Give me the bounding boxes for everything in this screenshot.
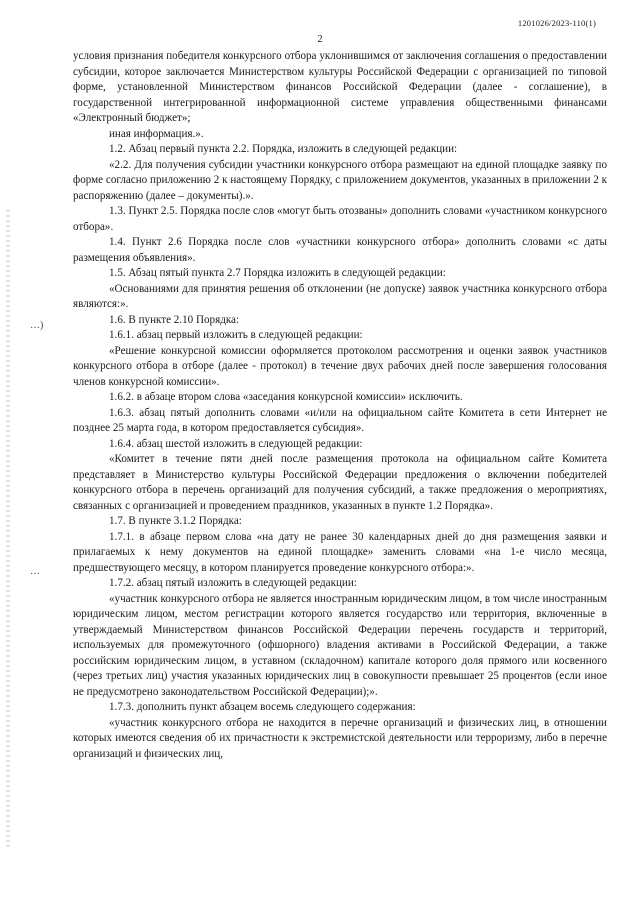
margin-mark: … [30, 566, 40, 577]
paragraph: «Комитет в течение пяти дней после размещения протокола на официальном сайте Комитета представляет в Министерство культуры Российской Федерации предложения о включении победителей конкурсного отбора в перечень организаций для получения субсидий, а также предложения о мероприятиях, связанных с организацией и проведением праздников, указанных в пункте 1.2 Порядка». [73, 453, 607, 512]
paragraph: условия признания победителя конкурсного отбора уклонившимся от заключения соглашения о предоставлении субсидии, которое заключается Министерством культуры Российской Федерации с организацией по типовой форме, установленной Министерством финансов Российской Федерации (далее - соглашение), в государственной интегрированной информационной системе управления общественными финансами «Электронный бюджет»; [73, 50, 607, 124]
paragraph: 1.5. Абзац пятый пункта 2.7 Порядка изложить в следующей редакции: [109, 267, 446, 279]
margin-mark: …) [30, 320, 44, 331]
paragraph: «участник конкурсного отбора не находится в перечне организаций и физических лиц, в отношении которых имеются сведения об их причастности к экстремистской деятельности или терроризму, либо в перечне организаций и физических лиц, [73, 716, 607, 760]
paragraph: 1.7. В пункте 3.1.2 Порядка: [109, 515, 242, 527]
document-body [73, 49, 607, 762]
paragraph: «2.2. Для получения субсидии участники конкурсного отбора размещают на единой площадке заявку по форме согласно приложению 2 к настоящему Порядку, с приложением документов, указанных в приложении 2 к распоряжению (далее – документы).». [73, 158, 607, 202]
page-number: 2 [317, 34, 323, 45]
paragraph: «Решение конкурсной комиссии оформляется протоколом рассмотрения и оценки заявок участников конкурсного отбора в отборе (далее - протокол) в течение двух рабочих дней после завершения голосования членов конкурсной комиссии». [73, 344, 607, 388]
paragraph: 1.4. Пункт 2.6 Порядка после слов «участники конкурсного отбора» дополнить словами «с даты размещения объявления». [73, 236, 607, 264]
scan-edge-artifact [6, 210, 10, 850]
paragraph: «участник конкурсного отбора не является иностранным юридическим лицом, в том числе иностранным юридическим лицом, местом регистрации которого является государство или территория, включенные в утверждаемый Министерством финансов Российской Федерации перечень государств и территорий, используемых для промежуточного (офшорного) владения активами в Российской Федерации, а также российским юридическим лицом, в уставном (складочном) капитале которого доля прямого или косвенного (через третьих лиц) участия указанных юридических лиц в совокупности превышает 25 процентов (если иное не предусмотрено законодательством Российской Федерации);». [73, 592, 607, 698]
paragraph: 1.7.3. дополнить пункт абзацем восемь следующего содержания: [109, 701, 416, 713]
paragraph: 1.3. Пункт 2.5. Порядка после слов «могут быть отозваны» дополнить словами «участником конкурсного отбора». [73, 205, 607, 233]
paragraph: 1.6. В пункте 2.10 Порядка: [109, 313, 240, 326]
paragraph: 1.6.4. абзац шестой изложить в следующей редакции: [109, 437, 363, 450]
paragraph: 1.6.3. абзац пятый дополнить словами «и/или на официальном сайте Комитета в сети Интернет не позднее 25 марта года, в котором предоставляется субсидия». [73, 406, 607, 434]
paragraph: 1.6.1. абзац первый изложить в следующей редакции: [109, 329, 363, 341]
paragraph: 1.7.2. абзац пятый изложить в следующей редакции: [109, 577, 357, 589]
document-number: 1201026/2023-110(1) [517, 18, 596, 28]
paragraph: 1.7.1. в абзаце первом слова «на дату не ранее 30 календарных дней до дня размещения заявки и прилагаемых к нему документов на единой площадке» заменить словами «на 1-е число месяца, предшествующего месяцу, в котором планируется проведение конкурсного отбора:». [73, 530, 607, 574]
paragraph: иная информация.». [109, 127, 204, 140]
paragraph: 1.6.2. в абзаце втором слова «заседания конкурсной комиссии» исключить. [109, 391, 463, 403]
paragraph: «Основаниями для принятия решения об отклонении (не допуске) заявок участника конкурсного отбора являются:». [73, 282, 607, 310]
paragraph: 1.2. Абзац первый пункта 2.2. Порядка, изложить в следующей редакции: [109, 143, 458, 155]
